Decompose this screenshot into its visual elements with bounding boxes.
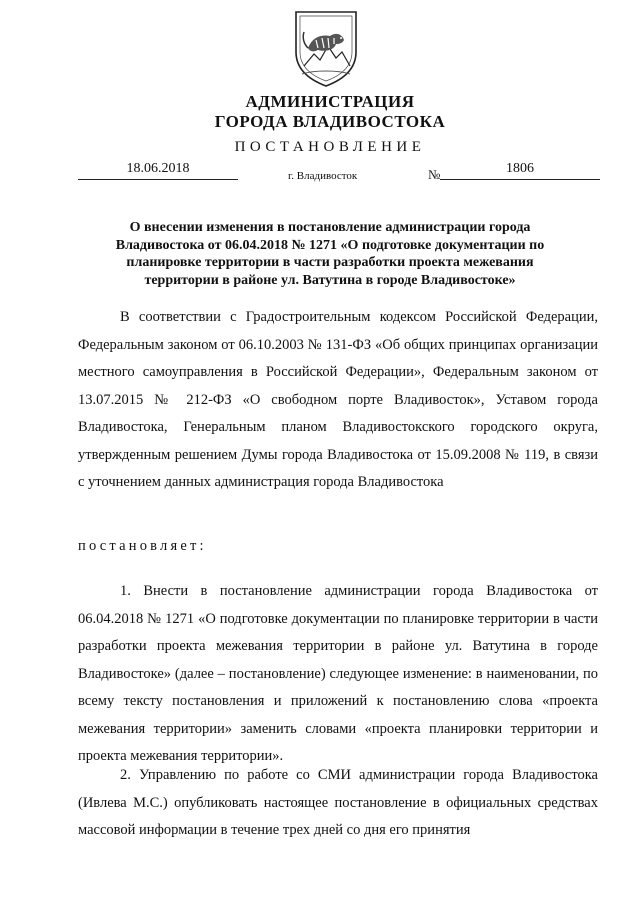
- item-2-paragraph: 2. Управлению по работе со СМИ администрации города Владивостока (Ивлева М.С.) опубликовать настоящее постановление в официальных средствах массовой информации в течение трех дней со дня его принятия: [78, 767, 598, 838]
- document-type: ПОСТАНОВЛЕНИЕ: [234, 139, 426, 155]
- organization-name-line2: ГОРОДА ВЛАДИВОСТОКА: [214, 112, 446, 131]
- preamble-paragraph: В соответствии с Градостроительным кодексом Российской Федерации, Федеральным законом от 06.10.2003 № 131-ФЗ «Об общих принципах организации местного самоуправления в Российской Федерации», Федеральным законом от 13.07.2015 № 212-ФЗ «О свободном порте Владивосток», Уставом города Владивостока, Генеральным планом Владивостокского городского округа, утвержденным решением Думы города Владивостока от 15.09.2008 № 119, в связи с уточнением данных администрация города Владивостока: [78, 309, 598, 490]
- document-title: О внесении изменения в постановление администрации города Владивостока от 06.04.2018 № 1271 «О подготовке документации по планировке территории в части разработки проекта межевания территории в районе ул. Ватутина в городе Владивостоке»: [115, 220, 545, 288]
- document-number: 1806: [440, 161, 600, 180]
- document-city: г. Владивосток: [288, 170, 358, 182]
- decree-word: постановляет:: [78, 538, 207, 554]
- organization-name-line1: АДМИНИСТРАЦИЯ: [245, 92, 415, 111]
- item-1-paragraph: 1. Внести в постановление администрации города Владивостока от 06.04.2018 № 1271 «О подготовке документации по планировке территории в части разработки проекта межевания территории в районе ул. Ватутина в городе Владивостоке» (далее – постановление) следующее изменение: в наименовании, по всему тексту постановления и приложений к постановлению слова «проекта межевания территории» заменить словами «проекта планировки территории и проекта межевания территории».: [78, 583, 598, 764]
- number-sign: №: [428, 167, 441, 182]
- coat-of-arms-tiger-icon: [290, 8, 362, 88]
- document-date: 18.06.2018: [78, 161, 238, 180]
